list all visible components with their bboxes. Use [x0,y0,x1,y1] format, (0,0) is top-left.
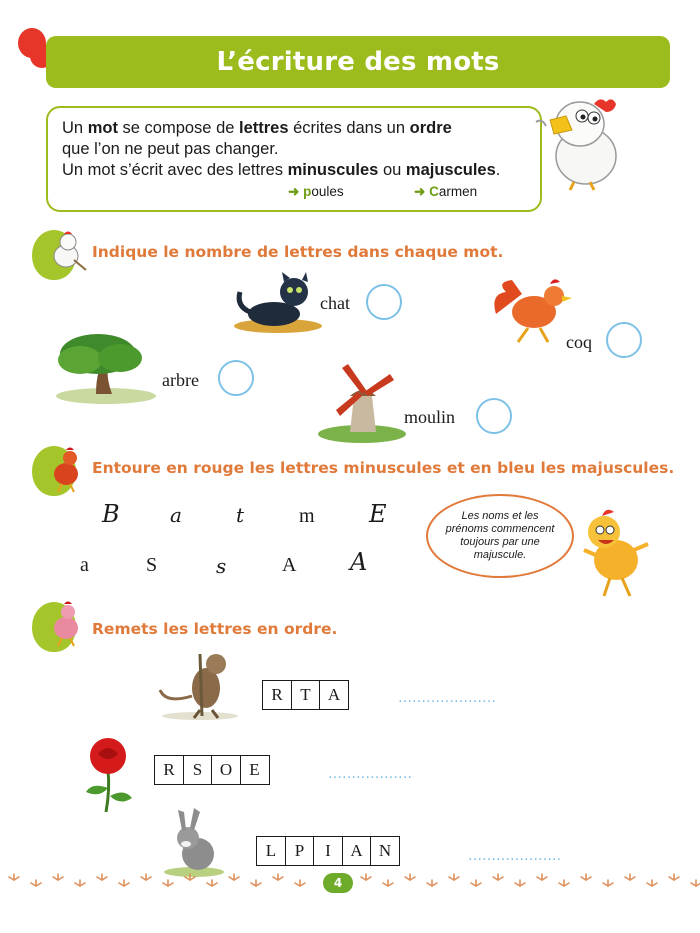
rooster-icon [44,446,84,492]
letter-card[interactable]: m [299,505,315,527]
rule-line-1: Un mot se compose de lettres écrites dans un ordre [62,119,452,137]
tree-illustration [46,326,158,406]
chick-illustration [574,500,654,600]
arrow-icon: ➜ [414,184,426,199]
letter-tiles-1 [262,680,349,710]
letter-tile: A [342,836,372,866]
example-carmen: ➜ Carmen [414,184,478,199]
exercise-1-instruction: Indique le nombre de lettres dans chaque mot. [92,243,504,261]
answer-line-3[interactable]: ……………….. [468,848,561,864]
answer-line-2[interactable]: ……………… [328,766,412,782]
letter-card[interactable]: E [369,500,387,528]
page-title: L’écriture des mots [216,47,500,77]
letter-tile: N [370,836,400,866]
letter-card[interactable]: t [236,503,245,527]
rule-box [46,106,542,212]
rule-line-2: que l’on ne peut pas changer. [62,140,279,158]
hen-mascot-illustration [528,94,628,194]
letter-tile: I [313,836,343,866]
letter-tiles-2 [154,755,270,785]
letter-tile: R [262,680,292,710]
letter-card[interactable]: A [350,548,368,576]
cat-illustration [232,272,324,334]
word-chat: chat [320,293,350,313]
answer-line-1[interactable]: ………………… [398,690,496,706]
letter-tile: P [285,836,315,866]
windmill-illustration [316,364,408,444]
exercise-2-instruction: Entoure en rouge les lettres minuscules et en bleu les majuscules. [92,459,675,477]
word-moulin: moulin [404,407,456,427]
letter-tile: R [154,755,184,785]
letter-card[interactable]: S [146,554,158,576]
answer-circle-moulin[interactable] [476,398,512,434]
rule-line-3: Un mot s’écrit avec des lettres minuscules ou majuscules. [62,161,501,179]
answer-circle-chat[interactable] [366,284,402,320]
answer-circle-coq[interactable] [606,322,642,358]
letter-card[interactable]: B [102,500,120,528]
answer-circle-arbre[interactable] [218,360,254,396]
rabbit-illustration [162,808,228,878]
chick-icon [46,230,86,274]
letter-card[interactable]: a [80,554,89,576]
word-arbre: arbre [162,370,199,390]
page-title-bar [46,36,670,88]
rose-illustration [82,734,136,814]
letter-tiles-3 [256,836,400,866]
letter-tile: O [211,755,241,785]
rat-illustration [156,648,244,720]
letter-tile: S [183,755,213,785]
pink-hen-icon [44,600,84,646]
letter-tile: A [319,680,349,710]
exercise-3-instruction: Remets les lettres en ordre. [92,620,338,638]
letter-tile: T [291,680,321,710]
letter-card[interactable]: a [170,503,182,527]
letter-card[interactable]: s [216,554,227,578]
letter-tile: E [240,755,270,785]
example-poules: ➜ poules [288,184,344,199]
page-number: 4 [323,873,353,893]
arrow-icon: ➜ [288,184,300,199]
word-coq: coq [566,332,592,352]
speech-bubble: Les noms et les prénoms commencent toujours par une majuscule. [426,494,574,578]
letter-card[interactable]: A [282,554,297,576]
letter-tile: L [256,836,286,866]
